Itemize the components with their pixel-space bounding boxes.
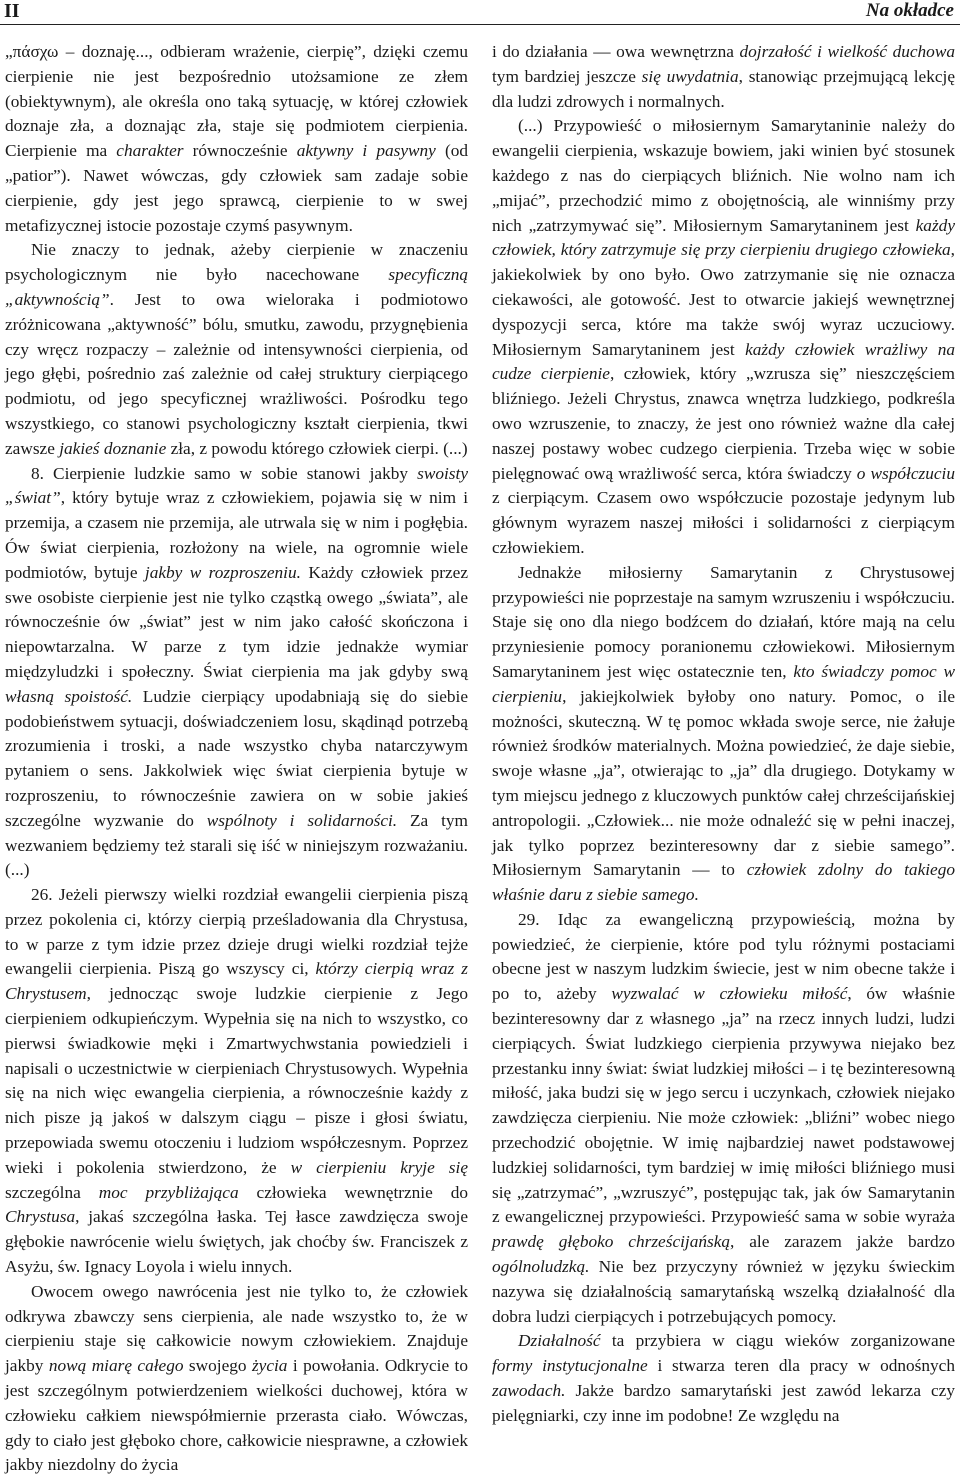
text-run: 8. Cierpienie ludzkie samo w sobie stanowi jakby (31, 463, 418, 483)
text-run: . Jest to owa wieloraka i podmiotowo zróżnicowana „aktywność” bólu, smutku, zawodu, przygnębienia czy wręcz rozpaczy – zależnie od intensywności cierpienia, od jego głębi, pośrednio zaś zależnie od całej struktury cierpiącego podmiotu, od jego specyficznej wrażliwości. Pośrodku tego wszystkiego, co stanowi psychologiczny kształt cierpienia, tkwi zawsze (5, 289, 468, 458)
italic-text: swoisty „świat” (5, 463, 468, 508)
text-run: (od „patior”). Nawet wówczas, gdy człowiek sam zadaje sobie cierpienie, gdy jest jego sprawcą, cierpienie to w swej metafizycznej istocie pozostaje czymś pasywnym. (5, 141, 468, 235)
italic-text: ogólnoludzką. (492, 1257, 590, 1277)
text-run: , stanowiąc przejmującą lekcję dla ludzi zdrowych i normalnych. (492, 66, 955, 111)
text-run: „πάσχω – doznaję..., odbieram wrażenie, cierpię”, dzięki czemu cierpienie nie jest bezpośrednio utożsamione ze złem (obiektywnym), ale określa ono taką sytuację, w której człowiek doznaje zła, a doznając zła, staje się podmiotem cierpienia. Cierpienie ma (5, 42, 468, 161)
text-run: równocześnie (183, 141, 297, 161)
right-column (492, 40, 956, 1425)
italic-text: każdy człowiek wrażliwy na cudze cierpienie (492, 339, 955, 384)
paragraph (492, 40, 955, 114)
italic-text: się uwydatnia (641, 66, 739, 86)
text-run: Nie znaczy to jednak, ażeby cierpienie w znaczeniu psychologicznym nie było nacechowane (5, 240, 468, 285)
text-run: człowieka wewnętrznie do (238, 1182, 468, 1202)
text-run: szczególna (5, 1182, 99, 1202)
text-run: (...) Przypowieść o miłosiernym Samarytaninie należy do ewangelii cierpienia, wskazuje bowiem, jaki winien być stosunek każdego z nas do cierpiących bliźnich. Nie wolno nam ich „mijać”, przechodzić mimo z obojętnością, ale winniśmy przy nich „zatrzymywać się”. Miłosiernym Samarytaninem jest (492, 116, 955, 235)
italic-text: życia (251, 1356, 288, 1376)
paragraph (5, 1280, 468, 1478)
text-run: Każdy człowiek przez swe osobiste cierpienie jest nie tylko cząstką owego „świata”, ale równocześnie ów „świat” jest w nim jako całość skończona i niepowtarzalna. W parze z tym idzie jednakże wymiar międzyludzki i społeczny. Świat cierpienia ma jak gdyby swą (5, 562, 468, 681)
paragraph (492, 114, 955, 560)
text-run: Nie bez przyczyny również w języku świeckim nazywa się działalnością samarytańską wszelką działalność dla dobra ludzi cierpiących i potrzebujących pomocy. (492, 1257, 955, 1326)
text-run: Jednakże miłosierny Samarytanin z Chrystusowej przypowieści nie poprzestaje na samym wzruszeniu i współczuciu. Staje się ono dla niego bodźcem do działań, które mają na celu przyniesienie pomocy poranionemu człowiekowi. Miłosiernym Samarytaninem jest więc ostatecznie ten, (492, 562, 955, 681)
text-run: Jakże bardzo samarytański jest zawód lekarza czy pielęgniarki, czy inne im podobne! Ze względu na (492, 1381, 955, 1425)
paragraph (5, 40, 468, 238)
text-run: tym bardziej jeszcze (492, 66, 642, 86)
italic-text: którzy cierpią wraz z Chrystusem (5, 959, 468, 1004)
section-title: Na okładce (865, 0, 954, 21)
italic-text: jakby w rozproszeniu. (144, 562, 301, 582)
italic-text: formy instytucjonalne (492, 1356, 648, 1376)
text-run: i stwarza teren dla pracy w odnośnych (647, 1356, 955, 1376)
italic-text: dojrzałość i wielkość duchowa (739, 42, 955, 61)
paragraph (5, 462, 468, 884)
text-run: Owocem owego nawrócenia jest nie tylko to, że człowiek odkrywa zbawczy sens cierpienia, ale nade wszystko to, że w cierpieniu staje się całkowicie nowym człowiekiem. Znajduje jakby (5, 1281, 468, 1376)
text-run: , jakiejkolwiek byłoby ono natury. Pomoc, o ile możności, skuteczną. W tę pomoc wkłada swoje serce, nie żałuje również środków materialnych. Można powiedzieć, że daje siebie, swoje własne „ja”, otwierając to „ja” dla drugiego. Dotykamy w tym miejscu jednego z kluczowych punktów całej chrześcijańskiej antropologii. „Człowiek... nie może odnaleźć się w pełni inaczej, jak tylko poprzez bezinteresowny dar z siebie samego”. Miłosiernym Samarytanin — to (492, 686, 955, 880)
paragraph (492, 1329, 955, 1428)
left-column (5, 40, 468, 1475)
paragraph (492, 561, 955, 908)
text-run: , ów właśnie bezinteresowny dar z własnego „ja” na rzecz innych ludzi, ludzi cierpiących. Świat ludzkiego cierpienia przywywa niejako bez przestanku inny świat: świat ludzkiej miłości – i tę bezinteresowną miłość, jaka budzi się w jego sercu i uczynkach, człowiek niejako zawdzięcza cierpieniu. Nie może człowiek: „bliźni” wobec niego przechodzić obojętnie. W imię najbardziej nawet podstawowej ludzkiej solidarności, tym bardziej w imię miłości bliźniego musi się „zatrzymać”, „wzruszyć”, postępując tak, jak ów Samarytanin z ewangelicznej przypowieści. Przypowieść sama w sobie wyraża (492, 984, 955, 1227)
italic-text: charakter (116, 141, 184, 161)
italic-text: każdy człowiek, który zatrzymuje się przy cierpieniu drugiego człowieka (492, 215, 955, 260)
text-run: , jakaś szczególna łaska. Tej łasce zawdzięcza swoje głębokie nawrócenie wielu świętych, jak choćby św. Franciszek z Asyżu, św. Ignacy Loyola i wielu innych. (5, 1207, 468, 1277)
text-run: i powołania. Odkrycie to jest szczególnym potwierdzeniem wielkości duchowej, która w człowieku całkiem niewspółmiernie przerasta ciało. Wówczas, gdy to ciało jest głęboko chore, całkowicie niesprawne, a człowiek jakby niezdolny do życia (5, 1356, 468, 1475)
italic-text: wyzwalać w człowieku miłość (611, 984, 848, 1004)
italic-text: o współczuciu (856, 463, 955, 483)
italic-text: zawodach. (492, 1381, 566, 1401)
italic-text: własną spoistość. (5, 686, 133, 706)
text-run: ta przybiera w ciągu wieków zorganizowane (600, 1331, 955, 1351)
text-run: Za tym wezwaniem będziemy też starali się iść w niniejszym rozważaniu. (...) (5, 810, 468, 880)
italic-text: prawdę głęboko chrześcijańską (492, 1232, 731, 1252)
text-run: Ludzie cierpiący upodabniają się do siebie podobieństwem sytuacji, doświadczeniem losu, skądinąd potrzebą zrozumienia i troski, a nade wszystko chyba natarczywym pytaniem o sens. Jakkolwiek więc świat cierpienia bytuje w rozproszeniu, to równocześnie zawiera on w sobie jakieś szczególne wyzwanie do (5, 686, 468, 830)
text-run: swojego (183, 1356, 252, 1376)
italic-text: człowiek zdolny do takiego właśnie daru z siebie samego. (492, 860, 955, 905)
text-run: zła, z powodu którego człowiek cierpi. (...) (166, 438, 468, 458)
text-run: 29. Idąc za ewangeliczną przypowieścią, można by powiedzieć, że cierpienie, które pod tylu różnymi postaciami obecne jest w naszym ludzkim świecie, jest w nim obecne także i po to, ażeby (492, 909, 955, 1004)
italic-text: aktywny i pasywny (296, 141, 436, 161)
text-run: , który bytuje wraz z człowiekiem, pojawia się w nim i przemija, a czasem nie przemija, ale utrwala się w nim i pogłębia. Ów świat cierpienia, rozłożony na wiele, na ogromnie wiele podmiotów, bytuje (5, 488, 468, 582)
text-run: , jakiekolwiek by ono było. Owo zatrzymanie się nie oznacza ciekawości, ale gotowość. Jest to otwarcie jakiejś wewnętrznej dyspozycji serca, które ma także swój wyraz uczuciowy. Miłosiernym Samarytaninem jest (492, 240, 955, 359)
text-run: , ale zarazem jakże bardzo (730, 1232, 956, 1252)
italic-text: wspólnoty i solidarności. (206, 810, 398, 830)
italic-text: jakieś doznanie (59, 438, 167, 458)
italic-text: specyficzną „aktywnością” (5, 265, 468, 309)
italic-text: Chrystusa (5, 1207, 76, 1227)
paragraph (5, 883, 468, 1280)
paragraph (492, 908, 955, 1330)
text-run: i do działania — owa wewnętrzna (492, 42, 740, 61)
page-header (0, 0, 960, 25)
italic-text: moc przybliżająca (98, 1182, 239, 1202)
text-run: , jednocząc swoje ludzkie cierpienie z Jego cierpieniem odkupieńczym. Wypełnia się na nich to wszystko, co pierwsi świadkowie męki i Zmartwychwstania powiedzieli i napisali o uczestnictwie w cierpieniach Chrystusowych. Wypełnia się na nich więc ewangelia cierpienia, a równocześnie każdy z nich pisze ją jakoś w dalszym ciągu – pisze i głosi światu, przepowiada swemu otoczeniu i ludziom współczesnym. Poprzez wieki i pokolenia stwierdzono, że (5, 984, 468, 1177)
page-number: II (4, 0, 20, 22)
italic-text: w cierpieniu kryje się (290, 1157, 468, 1177)
italic-text: Działalność (518, 1331, 601, 1351)
text-run: 26. Jeżeli pierwszy wielki rozdział ewangelii cierpienia piszą przez pokolenia ci, którzy cierpią prześladowania dla Chrystusa, to w parze z tym idzie przez dzieje drugi wielki rozdział tejże ewangelii cierpienia. Piszą go wszyscy ci, (5, 885, 468, 979)
text-run: z cierpiącym. Czasem owo współczucie pozostaje jedynym lub głównym wyrazem naszej miłości i solidarności z cierpiącym człowiekiem. (492, 488, 955, 557)
text-run: , człowiek, który „wzrusza się” nieszczęściem bliźniego. Jeżeli Chrystus, znawca wnętrza ludzkiego, podkreśla owo wzruszenie, to znaczy, że jest ono również ważne dla całej naszej postawy wobec cudzego cierpienia. Trzeba więc w sobie pielęgnować ową wrażliwość serca, która świadczy (492, 364, 955, 483)
italic-text: kto świadczy pomoc w cierpieniu (492, 661, 955, 706)
paragraph (5, 238, 468, 461)
italic-text: nową miarę całego (48, 1356, 184, 1376)
